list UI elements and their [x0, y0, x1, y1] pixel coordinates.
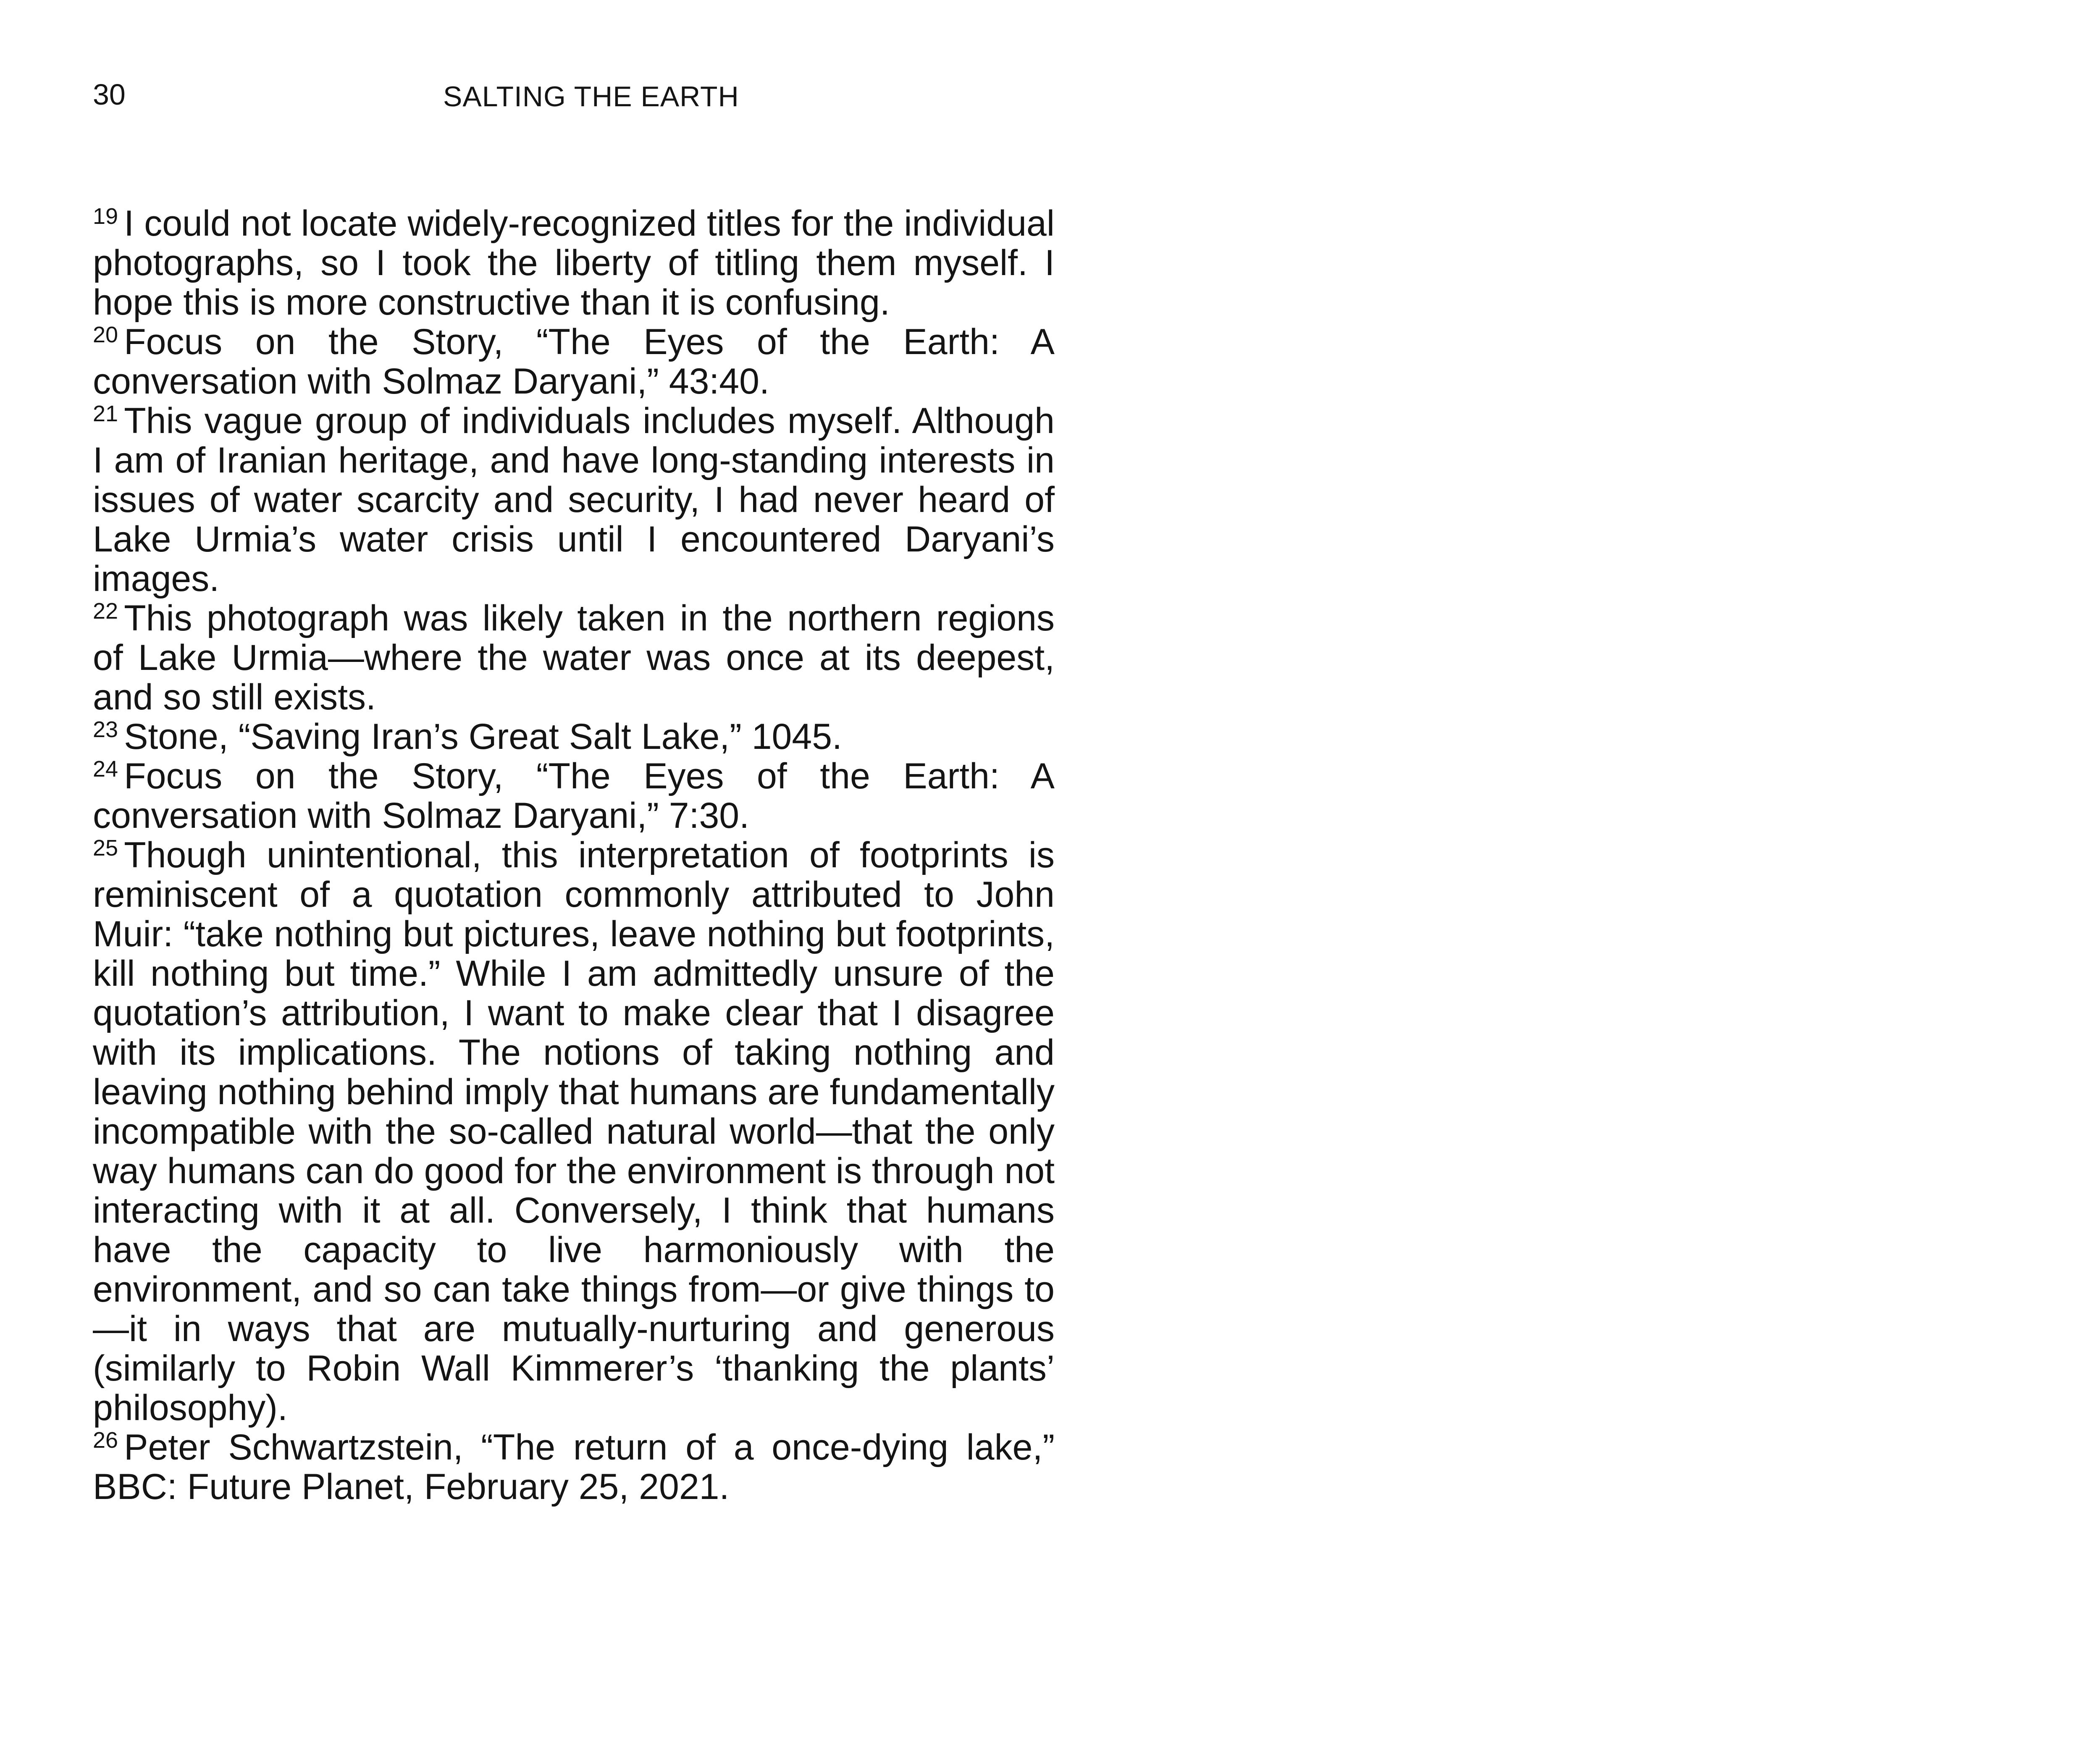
- page-number: 30: [93, 78, 126, 111]
- footnote-19: [93, 204, 1055, 322]
- footnote-text: Focus on the Story, “The Eyes of the Earth: A conversation with Solmaz Daryani,” 7:30.: [93, 756, 1055, 836]
- running-title: SALTING THE EARTH: [443, 81, 739, 113]
- footnote-number: 20: [93, 322, 118, 347]
- footnote-23: [93, 717, 1055, 756]
- footnote-text: This photograph was likely taken in the northern regions of Lake Urmia—where the water was once at its deepest, and so still exists.: [93, 598, 1055, 717]
- footnote-number: 26: [93, 1428, 118, 1453]
- footnote-text: Peter Schwartzstein, “The return of a once-dying lake,” BBC: Future Planet, February 25, 2021.: [93, 1427, 1055, 1507]
- footnote-text: Stone, “Saving Iran’s Great Salt Lake,” 1045.: [124, 717, 842, 757]
- footnote-25: [93, 835, 1055, 1428]
- footnote-number: 22: [93, 598, 118, 624]
- footnote-21: [93, 401, 1055, 598]
- footnote-number: 21: [93, 401, 118, 426]
- footnote-number: 24: [93, 756, 118, 782]
- footnote-26: [93, 1428, 1055, 1507]
- footnotes-block: [93, 204, 1055, 1507]
- footnote-text: Though unintentional, this interpretation of footprints is reminiscent of a quotation commonly attributed to John Muir: “take nothing but pictures, leave nothing but footprints, kill nothing but time.” While I am admittedly unsure of the quotation’s attribution, I want to make clear that I disagree with its implications. The notions of taking nothing and leaving nothing behind imply that humans are fundamentally incompatible with the so-called natural world—that the only way humans can do good for the environment is through not interacting with it at all. Conversely, I think that humans have the capacity to live harmoniously with the environment, and so can take things from—or give things to—it in ways that are mutually-nurturing and generous (similarly to Robin Wall Kimmerer’s ‘thanking the plants’ philosophy).: [93, 835, 1055, 1428]
- footnote-text: This vague group of individuals includes myself. Although I am of Iranian heritage, and have long-standing interests in issues of water scarcity and security, I had never heard of Lake Urmia’s water crisis until I encountered Daryani’s images.: [93, 401, 1055, 599]
- footnote-text: I could not locate widely-recognized titles for the individual photographs, so I took the liberty of titling them myself. I hope this is more constructive than it is confusing.: [93, 203, 1055, 323]
- footnote-number: 23: [93, 717, 118, 742]
- footnote-text: Focus on the Story, “The Eyes of the Earth: A conversation with Solmaz Daryani,” 43:40.: [93, 322, 1055, 402]
- footnote-24: [93, 756, 1055, 835]
- footnote-number: 19: [93, 204, 118, 229]
- footnote-22: [93, 598, 1055, 717]
- footnote-number: 25: [93, 835, 118, 861]
- footnote-20: [93, 322, 1055, 401]
